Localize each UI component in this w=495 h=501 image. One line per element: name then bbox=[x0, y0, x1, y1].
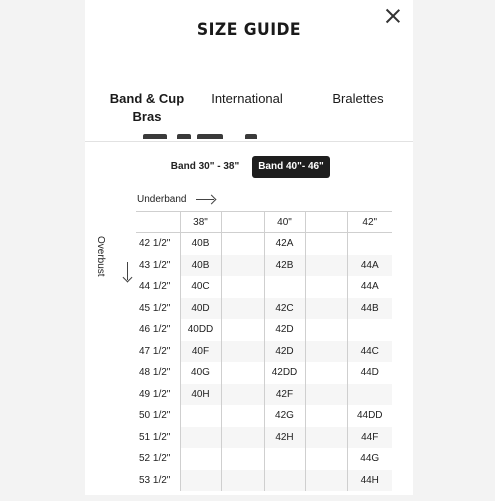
column-header bbox=[305, 212, 347, 233]
size-cell bbox=[305, 427, 347, 449]
size-cell bbox=[264, 470, 305, 492]
size-cell bbox=[221, 276, 264, 298]
size-cell bbox=[221, 405, 264, 427]
size-cell bbox=[305, 298, 347, 320]
size-cell: 44B bbox=[347, 298, 392, 320]
size-cell bbox=[180, 470, 221, 492]
tab-band-cup-bras[interactable]: Band & Cup Bras bbox=[109, 91, 185, 124]
column-header bbox=[221, 212, 264, 233]
row-label: 43 1/2" bbox=[136, 255, 180, 277]
table-row bbox=[136, 341, 392, 363]
table-row bbox=[136, 255, 392, 277]
size-cell bbox=[221, 233, 264, 255]
underband-label: Underband bbox=[137, 194, 187, 205]
table-row bbox=[136, 319, 392, 341]
size-cell: 42D bbox=[264, 341, 305, 363]
size-cell bbox=[347, 384, 392, 406]
size-cell bbox=[305, 276, 347, 298]
row-label: 51 1/2" bbox=[136, 427, 180, 449]
size-cell: 44F bbox=[347, 427, 392, 449]
tab-bar bbox=[85, 90, 413, 130]
size-cell: 40B bbox=[180, 233, 221, 255]
size-cell bbox=[221, 427, 264, 449]
size-cell: 40B bbox=[180, 255, 221, 277]
row-label: 53 1/2" bbox=[136, 470, 180, 492]
size-cell bbox=[305, 341, 347, 363]
size-cell: 42H bbox=[264, 427, 305, 449]
band-30-38-button[interactable]: Band 30" - 38" bbox=[170, 161, 240, 172]
table-header-row bbox=[136, 212, 392, 233]
row-label: 48 1/2" bbox=[139, 367, 171, 379]
table-row bbox=[136, 405, 392, 427]
size-cell bbox=[305, 405, 347, 427]
size-cell: 44D bbox=[347, 362, 392, 384]
column-header: 40" bbox=[264, 212, 305, 233]
size-cell bbox=[180, 448, 221, 470]
row-label: 46 1/2" bbox=[139, 324, 171, 336]
table-row bbox=[136, 276, 392, 298]
size-cell: 44C bbox=[347, 341, 392, 363]
column-header: 38" bbox=[180, 212, 221, 233]
tab-international[interactable]: International bbox=[211, 91, 283, 106]
tab-divider bbox=[85, 141, 413, 142]
size-table bbox=[136, 211, 392, 491]
size-cell bbox=[347, 319, 392, 341]
size-guide-panel bbox=[85, 0, 413, 495]
tab-bralettes[interactable]: Bralettes bbox=[332, 91, 384, 106]
size-cell bbox=[221, 362, 264, 384]
size-cell bbox=[305, 384, 347, 406]
size-cell: 40D bbox=[180, 298, 221, 320]
size-cell bbox=[221, 448, 264, 470]
arrow-down-icon bbox=[127, 262, 128, 280]
size-cell: 42F bbox=[264, 384, 305, 406]
table-row bbox=[136, 233, 392, 255]
row-label: 49 1/2" bbox=[136, 384, 180, 406]
size-table-scroll[interactable] bbox=[136, 211, 383, 501]
size-cell bbox=[305, 362, 347, 384]
size-cell: 44A bbox=[347, 255, 392, 277]
size-cell: 40G bbox=[180, 362, 221, 384]
size-cell: 42DD bbox=[264, 362, 305, 384]
size-cell: 40H bbox=[180, 384, 221, 406]
clipped-heading-fragment bbox=[177, 134, 191, 139]
size-cell bbox=[305, 319, 347, 341]
row-label: 52 1/2" bbox=[139, 453, 171, 465]
table-row bbox=[136, 448, 392, 470]
size-cell bbox=[221, 255, 264, 277]
size-cell bbox=[264, 276, 305, 298]
size-cell bbox=[180, 405, 221, 427]
size-cell bbox=[305, 233, 347, 255]
close-icon[interactable] bbox=[385, 8, 401, 24]
row-label: 45 1/2" bbox=[136, 298, 180, 320]
size-cell: 42D bbox=[264, 319, 305, 341]
clipped-heading-fragment bbox=[143, 134, 167, 139]
row-label: 42 1/2" bbox=[139, 238, 171, 250]
table-row bbox=[136, 427, 392, 449]
table-corner-cell bbox=[136, 212, 180, 233]
size-cell bbox=[305, 470, 347, 492]
column-header: 42" bbox=[347, 212, 392, 233]
size-cell bbox=[221, 298, 264, 320]
arrow-right-icon bbox=[196, 199, 214, 200]
size-cell: 40F bbox=[180, 341, 221, 363]
size-cell: 42B bbox=[264, 255, 305, 277]
size-cell bbox=[347, 233, 392, 255]
size-cell: 42G bbox=[264, 405, 305, 427]
size-cell bbox=[180, 427, 221, 449]
table-row bbox=[136, 470, 392, 492]
table-row bbox=[136, 384, 392, 406]
row-label: 50 1/2" bbox=[139, 410, 171, 422]
table-row bbox=[136, 298, 392, 320]
row-label: 44 1/2" bbox=[139, 281, 171, 293]
table-body bbox=[136, 233, 392, 492]
clipped-heading-fragment bbox=[245, 134, 257, 139]
size-cell: 42C bbox=[264, 298, 305, 320]
size-cell: 44DD bbox=[347, 405, 392, 427]
overbust-label: Overbust bbox=[95, 236, 106, 277]
size-cell bbox=[305, 448, 347, 470]
clipped-heading-fragment bbox=[197, 134, 223, 139]
size-cell bbox=[221, 470, 264, 492]
table-row bbox=[136, 362, 392, 384]
size-cell bbox=[221, 341, 264, 363]
size-cell: 40DD bbox=[180, 319, 221, 341]
band-40-46-button[interactable]: Band 40"- 46" bbox=[252, 156, 330, 178]
row-label: 47 1/2" bbox=[136, 341, 180, 363]
size-cell bbox=[221, 384, 264, 406]
size-cell: 42A bbox=[264, 233, 305, 255]
size-cell: 44G bbox=[347, 448, 392, 470]
size-cell: 44H bbox=[347, 470, 392, 492]
size-cell: 44A bbox=[347, 276, 392, 298]
size-cell bbox=[305, 255, 347, 277]
size-cell bbox=[221, 319, 264, 341]
page-title: SIZE GUIDE bbox=[196, 20, 302, 40]
size-cell bbox=[264, 448, 305, 470]
size-cell: 40C bbox=[180, 276, 221, 298]
